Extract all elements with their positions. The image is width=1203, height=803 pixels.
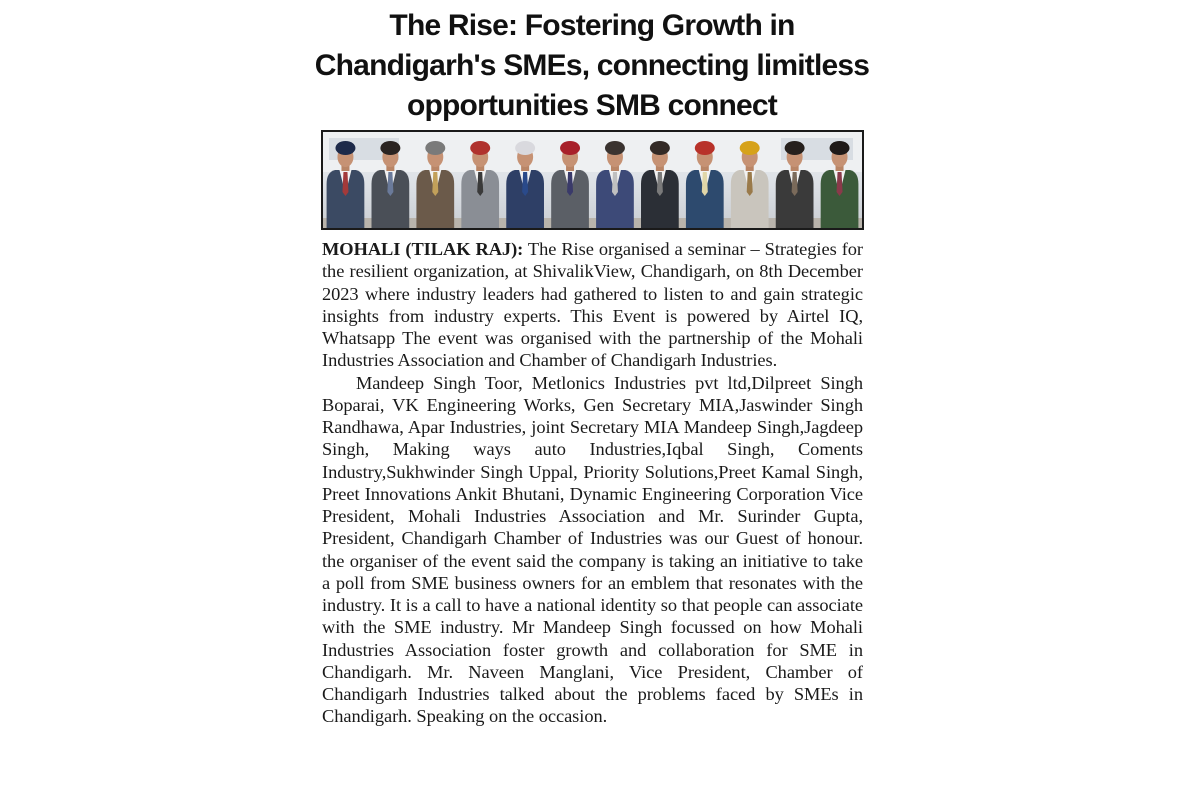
person-tie [792, 172, 798, 196]
person-tie [432, 172, 438, 196]
person-head [605, 141, 625, 155]
person-tie [567, 172, 573, 196]
person-tie [387, 172, 393, 196]
headline [300, 6, 884, 126]
person-tie [612, 172, 618, 196]
person-tie [657, 172, 663, 196]
person-tie [747, 172, 753, 196]
person-tie [342, 172, 348, 196]
person-head [470, 141, 490, 155]
article-paragraph-1 [322, 238, 863, 372]
article-paragraph-2: Mandeep Singh Toor, Metlonics Industries pvt ltd,Dilpreet Singh Boparai, VK Engineering Works, Gen Secretary MIA,Jaswinder Singh Randhawa, Apar Industries, joint Secretary MIA Mandeep Singh,Jagdeep Singh, Making ways auto Industries,Iqbal Singh, Coments Industry,Sukhwinder Singh Uppal, Priority Solutions,Preet Kamal Singh, Preet Innovations Ankit Bhutani, Dynamic Engineering Corporation Vice President, Mohali Industries Association and Mr. Surinder Gupta, President, Chandigarh Chamber of Industries was our Guest of honour. the organiser of the event said the company is taking an initiative to take a poll from SME business owners for an emblem that resonates with the industry. It is a call to have a national identity so that people can associate with the SME industry. Mr Mandeep Singh focussed on how Mohali Industries Association foster growth and collaboration for SME in Chandigarh. Mr. Naveen Manglani, Vice President, Chamber of Chandigarh Industries talked about the problems faced by SMEs in Chandigarh. Speaking on the occasion. [322, 372, 863, 727]
person-head [560, 141, 580, 155]
person-head [380, 141, 400, 155]
person-head [695, 141, 715, 155]
person-tie [702, 172, 708, 196]
person-head [650, 141, 670, 155]
headline-line-1: The Rise: Fostering Growth in [389, 9, 795, 42]
person-head [830, 141, 850, 155]
group-photo [321, 130, 864, 230]
person-tie [522, 172, 528, 196]
person-head [740, 141, 760, 155]
person-head [785, 141, 805, 155]
person-head [335, 141, 355, 155]
person-head [425, 141, 445, 155]
person-tie [837, 172, 843, 196]
person-tie [477, 172, 483, 196]
headline-line-3: opportunities SMB connect [406, 89, 777, 122]
person-head [515, 141, 535, 155]
group-photo-illustration [323, 132, 862, 228]
dateline: MOHALI (TILAK RAJ): [322, 239, 524, 259]
headline-line-2: Chandigarh's SMEs, connecting limitless [314, 49, 870, 82]
article-paragraph-1-text: The Rise organised a seminar – Strategies for the resilient organization, at ShivalikView, Chandigarh, on 8th December 2023 where industry leaders had gathered to listen to and gain strategic insights from industry experts. This Event is powered by Airtel IQ, Whatsapp The event was organised with the partnership of the Mohali Industries Association and Chamber of Chandigarh Industries. [322, 239, 863, 371]
article-body [322, 238, 863, 728]
